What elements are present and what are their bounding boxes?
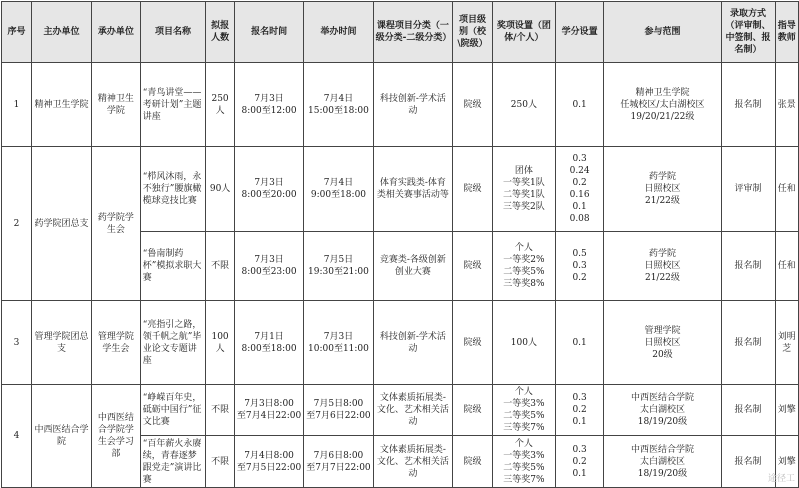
award-line: 个人	[514, 387, 533, 397]
signup-hours: 8:00至18:00	[241, 343, 297, 354]
table-row	[2, 385, 799, 436]
row-number: 1	[2, 63, 32, 147]
credit-cell	[555, 436, 603, 488]
header-scope: 参与范围	[604, 2, 721, 63]
award-line: 二等奖5%	[503, 267, 545, 277]
table-row	[2, 301, 799, 385]
credit-cell	[555, 147, 603, 232]
credit-line: 0.2	[572, 405, 587, 415]
credit-line: 0.3	[572, 444, 587, 455]
signup-time-cell	[234, 436, 303, 488]
organizer-cell: 精神卫生学院	[92, 63, 141, 147]
signup-date: 7月1日	[254, 331, 284, 342]
scope-cell	[604, 147, 721, 232]
header-row	[2, 2, 799, 63]
award-line: 三等奖7%	[503, 423, 545, 433]
row-number: 4	[2, 385, 32, 488]
scope-line: 中西医结合学院	[630, 393, 694, 403]
header-host: 主办单位	[31, 2, 91, 63]
scope-line: 管理学院	[644, 325, 681, 336]
scope-line: 19/20/21/22级	[630, 111, 695, 122]
scope-line: 太白湖校区	[639, 456, 685, 467]
teacher-cell: 张景	[775, 63, 798, 147]
scope-line: 药学院	[648, 172, 676, 182]
scope-line: 18/19/20级	[637, 417, 688, 427]
held-date: 7月3日	[323, 331, 354, 342]
level-cell: 院级	[453, 301, 493, 385]
project-cell: “青鸟讲堂——考研计划”主题讲座	[140, 63, 206, 147]
credit-line: 0.2	[572, 178, 587, 188]
host-cell: 中西医结合学院	[31, 385, 91, 488]
credit-line: 0.3	[572, 154, 587, 164]
organizer-cell: 中西医结合学院学生会学习部	[92, 385, 141, 488]
award-line: 二等奖5%	[503, 462, 545, 473]
admission-cell: 报名制	[721, 385, 775, 436]
scope-line: 21/22级	[644, 273, 680, 283]
scope-line: 日照校区	[644, 337, 681, 348]
quota-cell: 不限	[206, 385, 235, 436]
teacher-cell: 任和	[775, 147, 798, 232]
project-cell: “亮指引之路，领千帆之航”毕业论文专题讲座	[140, 301, 206, 385]
held-hours: 10:00至11:00	[308, 343, 369, 354]
header-no: 序号	[2, 2, 32, 63]
signup-hours: 8:00至23:00	[241, 267, 297, 277]
category-cell: 科技创新-学术活动	[373, 63, 452, 147]
credit-cell	[555, 385, 603, 436]
credit-line: 0.5	[572, 249, 587, 259]
signup-time-cell	[234, 232, 303, 301]
held-date: 7月4日	[323, 93, 354, 104]
activity-table	[1, 1, 799, 488]
credit-line: 0.1	[572, 202, 587, 212]
header-project: 项目名称	[140, 2, 206, 63]
signup-time-cell	[234, 385, 303, 436]
scope-cell	[604, 436, 721, 488]
level-cell: 院级	[453, 385, 493, 436]
header-award: 奖项设置（团体/个人）	[492, 2, 555, 63]
quota-cell: 90人	[206, 147, 235, 232]
signup-end: 至7月4日22:00	[236, 411, 302, 421]
header-teacher: 指导教师	[775, 2, 798, 63]
scope-line: 21/22级	[644, 196, 680, 206]
signup-time-cell	[234, 301, 303, 385]
scope-line: 20级	[652, 349, 673, 360]
category-cell: 文体素质拓展类-文化、艺术相关活动	[373, 436, 452, 488]
signup-time-cell	[234, 63, 303, 147]
award-cell	[492, 385, 555, 436]
scope-line: 日照校区	[644, 261, 681, 271]
admission-cell: 评审制	[721, 147, 775, 232]
project-cell: “鲁南制药杯”模拟求职大赛	[140, 232, 206, 301]
held-date: 7月5日	[323, 255, 354, 265]
award-line: 三等奖8%	[503, 279, 545, 289]
teacher-cell: 任和	[775, 232, 798, 301]
credit-cell	[555, 232, 603, 301]
held-time-cell	[304, 436, 373, 488]
organizer-cell: 管理学院学生会	[92, 301, 141, 385]
watermark-text: 途径工	[767, 474, 795, 484]
award-line: 一等奖3%	[503, 399, 545, 409]
row-number: 3	[2, 301, 32, 385]
scope-line: 任城校区/太白湖校区	[620, 99, 705, 110]
header-held-time: 举办时间	[304, 2, 373, 63]
award-cell	[492, 436, 555, 488]
scope-line: 日照校区	[644, 184, 681, 194]
held-hours: 19:30至21:00	[308, 267, 369, 277]
held-time-cell	[304, 301, 373, 385]
credit-line: 0.1	[572, 468, 587, 479]
admission-cell: 报名制	[721, 232, 775, 301]
header-organizer: 承办单位	[92, 2, 141, 63]
organizer-cell: 药学院学生会	[92, 147, 141, 301]
admission-cell: 报名制	[721, 436, 775, 488]
award-line: 二等奖1队	[503, 190, 545, 200]
scope-cell	[604, 232, 721, 301]
signup-date: 7月3日	[254, 255, 284, 265]
award-line: 三等奖2队	[503, 202, 545, 212]
category-cell: 文体素质拓展类-文化、艺术相关活动	[373, 385, 452, 436]
credit-line: 0.16	[569, 190, 590, 200]
host-cell: 药学院团总支	[31, 147, 91, 301]
award-line: 二等奖5%	[503, 411, 545, 421]
award-line: 250人	[510, 99, 537, 110]
signup-date: 7月3日	[254, 178, 284, 188]
category-cell: 科技创新-学术活动	[373, 301, 452, 385]
signup-time-cell	[234, 147, 303, 232]
quota-cell: 不限	[206, 232, 235, 301]
scope-line: 太白湖校区	[639, 405, 685, 415]
table-row	[2, 63, 799, 147]
credit-line: 0.1	[572, 337, 587, 348]
scope-cell	[604, 301, 721, 385]
admission-cell: 报名制	[721, 63, 775, 147]
credit-line: 0.3	[572, 393, 587, 403]
scope-cell	[604, 385, 721, 436]
signup-hours: 8:00至20:00	[241, 190, 297, 200]
scope-line: 18/19/20级	[637, 468, 688, 479]
credit-line: 0.2	[572, 273, 587, 283]
teacher-cell: 刘擎	[775, 385, 798, 436]
credit-line: 0.24	[569, 166, 590, 176]
credit-line: 0.08	[569, 214, 590, 224]
quota-cell: 250人	[206, 63, 235, 147]
header-level: 项目级别（校\院级）	[453, 2, 493, 63]
held-start: 7月5日8:00	[313, 399, 364, 409]
header-credit: 学分设置	[555, 2, 603, 63]
project-cell: “百年薪火永赓续，青春逐梦跟党走”演讲比赛	[140, 436, 206, 488]
teacher-cell: 刘擎	[775, 436, 798, 488]
credit-cell	[555, 301, 603, 385]
award-line: 团体	[514, 166, 533, 176]
award-line: 三等奖7%	[503, 474, 545, 485]
project-cell: “峥嵘百年史，砥砺中国行”征文比赛	[140, 385, 206, 436]
held-end: 至7月7日22:00	[306, 462, 371, 473]
quota-cell: 100人	[206, 301, 235, 385]
project-cell: “栉风沐雨，永不独行”腰旗橄榄球竞技比赛	[140, 147, 206, 232]
award-line: 100人	[510, 337, 537, 348]
award-line: 一等奖2%	[503, 255, 545, 265]
quota-cell: 不限	[206, 436, 235, 488]
header-signup-time: 报名时间	[234, 2, 303, 63]
signup-date: 7月3日	[254, 93, 284, 104]
host-cell: 精神卫生学院	[31, 63, 91, 147]
award-line: 个人	[514, 438, 533, 449]
level-cell: 院级	[453, 147, 493, 232]
credit-line: 0.1	[572, 99, 587, 110]
teacher-cell: 刘明芝	[775, 301, 798, 385]
credit-line: 0.2	[572, 456, 587, 467]
category-cell: 竞赛类-各级创新创业大赛	[373, 232, 452, 301]
credit-line: 0.1	[572, 417, 587, 427]
level-cell: 院级	[453, 436, 493, 488]
award-cell	[492, 147, 555, 232]
signup-start: 7月4日8:00	[244, 450, 294, 461]
signup-end: 至7月5日22:00	[236, 462, 302, 473]
held-start: 7月6日8:00	[313, 450, 364, 461]
scope-line: 药学院	[648, 249, 676, 259]
award-cell	[492, 63, 555, 147]
row-number: 2	[2, 147, 32, 301]
category-cell: 体育实践类-体育类相关赛事活动等	[373, 147, 452, 232]
award-cell	[492, 301, 555, 385]
signup-hours: 8:00至12:00	[241, 105, 297, 116]
signup-start: 7月3日8:00	[244, 399, 294, 409]
held-end: 至7月6日22:00	[306, 411, 371, 421]
held-time-cell	[304, 63, 373, 147]
held-time-cell	[304, 385, 373, 436]
held-time-cell	[304, 147, 373, 232]
scope-cell	[604, 63, 721, 147]
award-cell	[492, 232, 555, 301]
scope-line: 中西医结合学院	[630, 444, 694, 455]
credit-line: 0.3	[572, 261, 587, 271]
header-category: 课程项目分类（一级分类-二级分类）	[373, 2, 452, 63]
award-line: 个人	[514, 243, 533, 253]
admission-cell: 报名制	[721, 301, 775, 385]
held-hours: 15:00至18:00	[308, 105, 369, 116]
header-admission: 录取方式（评审制、中签制、报名制）	[721, 2, 775, 63]
table-row	[2, 147, 799, 232]
held-date: 7月4日	[323, 178, 354, 188]
host-cell: 管理学院团总支	[31, 301, 91, 385]
held-time-cell	[304, 232, 373, 301]
held-hours: 9:00至18:00	[310, 190, 367, 200]
credit-cell	[555, 63, 603, 147]
level-cell: 院级	[453, 63, 493, 147]
level-cell: 院级	[453, 232, 493, 301]
award-line: 一等奖1队	[503, 178, 545, 188]
award-line: 一等奖3%	[503, 450, 545, 461]
scope-line: 精神卫生学院	[635, 87, 690, 98]
header-quota: 拟报人数	[206, 2, 235, 63]
